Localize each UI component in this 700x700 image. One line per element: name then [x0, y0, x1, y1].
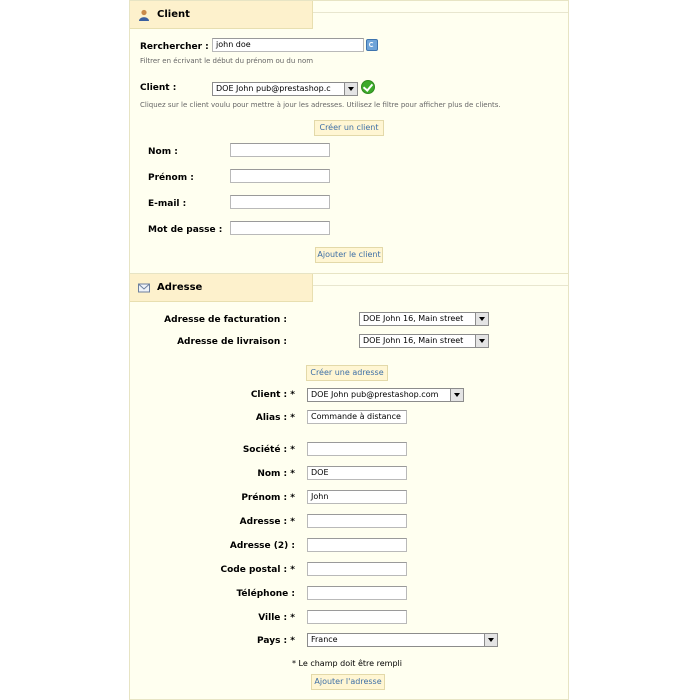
password-field[interactable]: [230, 221, 330, 235]
password-label: Mot de passe :: [148, 225, 223, 235]
ville-label: Ville : *: [258, 613, 295, 623]
email-label: E-mail :: [148, 199, 187, 209]
billing-address-select[interactable]: [359, 312, 489, 326]
delivery-address-label: Adresse de livraison :: [177, 337, 287, 347]
address-prenom-label: Prénom : *: [241, 493, 295, 503]
envelope-icon: [138, 282, 150, 294]
add-address-button[interactable]: Ajouter l'adresse: [311, 674, 385, 690]
checkmark-icon: [361, 80, 375, 94]
adresse-field[interactable]: [307, 514, 407, 528]
pays-value: France: [311, 635, 338, 644]
address-client-label: Client : *: [250, 390, 295, 400]
societe-label: Société : *: [242, 445, 295, 455]
panel-border-line: [312, 12, 568, 13]
search-input[interactable]: john doe: [212, 38, 364, 52]
address-section-header: [130, 274, 313, 302]
address-client-select[interactable]: [307, 388, 464, 402]
user-icon: [138, 9, 150, 21]
chevron-down-icon: [475, 335, 488, 347]
client-select[interactable]: [212, 82, 358, 96]
societe-field[interactable]: [307, 442, 407, 456]
client-select-value: DOE John pub@prestashop.c: [216, 84, 331, 93]
client-label: Client :: [140, 83, 177, 93]
chevron-down-icon: [475, 313, 488, 325]
chevron-down-icon: [344, 83, 357, 95]
pays-select[interactable]: [307, 633, 498, 647]
required-note: * Le champ doit être rempli: [292, 659, 402, 668]
alias-label: Alias : *: [255, 413, 295, 423]
adresse2-label: Adresse (2) :: [229, 541, 295, 551]
ville-field[interactable]: [307, 610, 407, 624]
nom-field[interactable]: [230, 143, 330, 157]
address-prenom-field[interactable]: John: [307, 490, 407, 504]
telephone-label: Téléphone :: [236, 589, 295, 599]
telephone-field[interactable]: [307, 586, 407, 600]
add-client-button[interactable]: Ajouter le client: [315, 247, 383, 263]
address-panel: [129, 273, 569, 700]
refresh-icon[interactable]: [366, 39, 378, 51]
client-hint: Cliquez sur le client voulu pour mettre à jour les adresses. Utilisez le filtre pour afficher plus de clients.: [140, 101, 501, 109]
adresse2-field[interactable]: [307, 538, 407, 552]
billing-address-label: Adresse de facturation :: [164, 315, 287, 325]
create-address-button[interactable]: Créer une adresse: [306, 365, 388, 381]
search-hint: Filtrer en écrivant le début du prénom ou du nom: [140, 57, 314, 65]
address-nom-field[interactable]: DOE: [307, 466, 407, 480]
panel-border-line: [312, 285, 568, 286]
code-postal-label: Code postal : *: [220, 565, 295, 575]
client-panel: [129, 0, 569, 274]
chevron-down-icon: [484, 634, 497, 646]
nom-label: Nom :: [148, 147, 178, 157]
delivery-address-value: DOE John 16, Main street: [363, 336, 464, 345]
code-postal-field[interactable]: [307, 562, 407, 576]
delivery-address-select[interactable]: [359, 334, 489, 348]
alias-field[interactable]: Commande à distance: [307, 410, 407, 424]
prenom-label: Prénom :: [148, 173, 194, 183]
prenom-field[interactable]: [230, 169, 330, 183]
billing-address-value: DOE John 16, Main street: [363, 314, 464, 323]
client-section-header: [130, 1, 313, 29]
address-client-value: DOE John pub@prestashop.com: [311, 390, 439, 399]
adresse-label: Adresse : *: [239, 517, 295, 527]
create-client-button[interactable]: Créer un client: [314, 120, 384, 136]
search-label: Rerchercher :: [140, 42, 209, 52]
address-section-title: Adresse: [157, 282, 203, 293]
pays-label: Pays : *: [257, 636, 295, 646]
email-field[interactable]: [230, 195, 330, 209]
client-section-title: Client: [157, 9, 190, 20]
chevron-down-icon: [450, 389, 463, 401]
address-nom-label: Nom : *: [257, 469, 295, 479]
